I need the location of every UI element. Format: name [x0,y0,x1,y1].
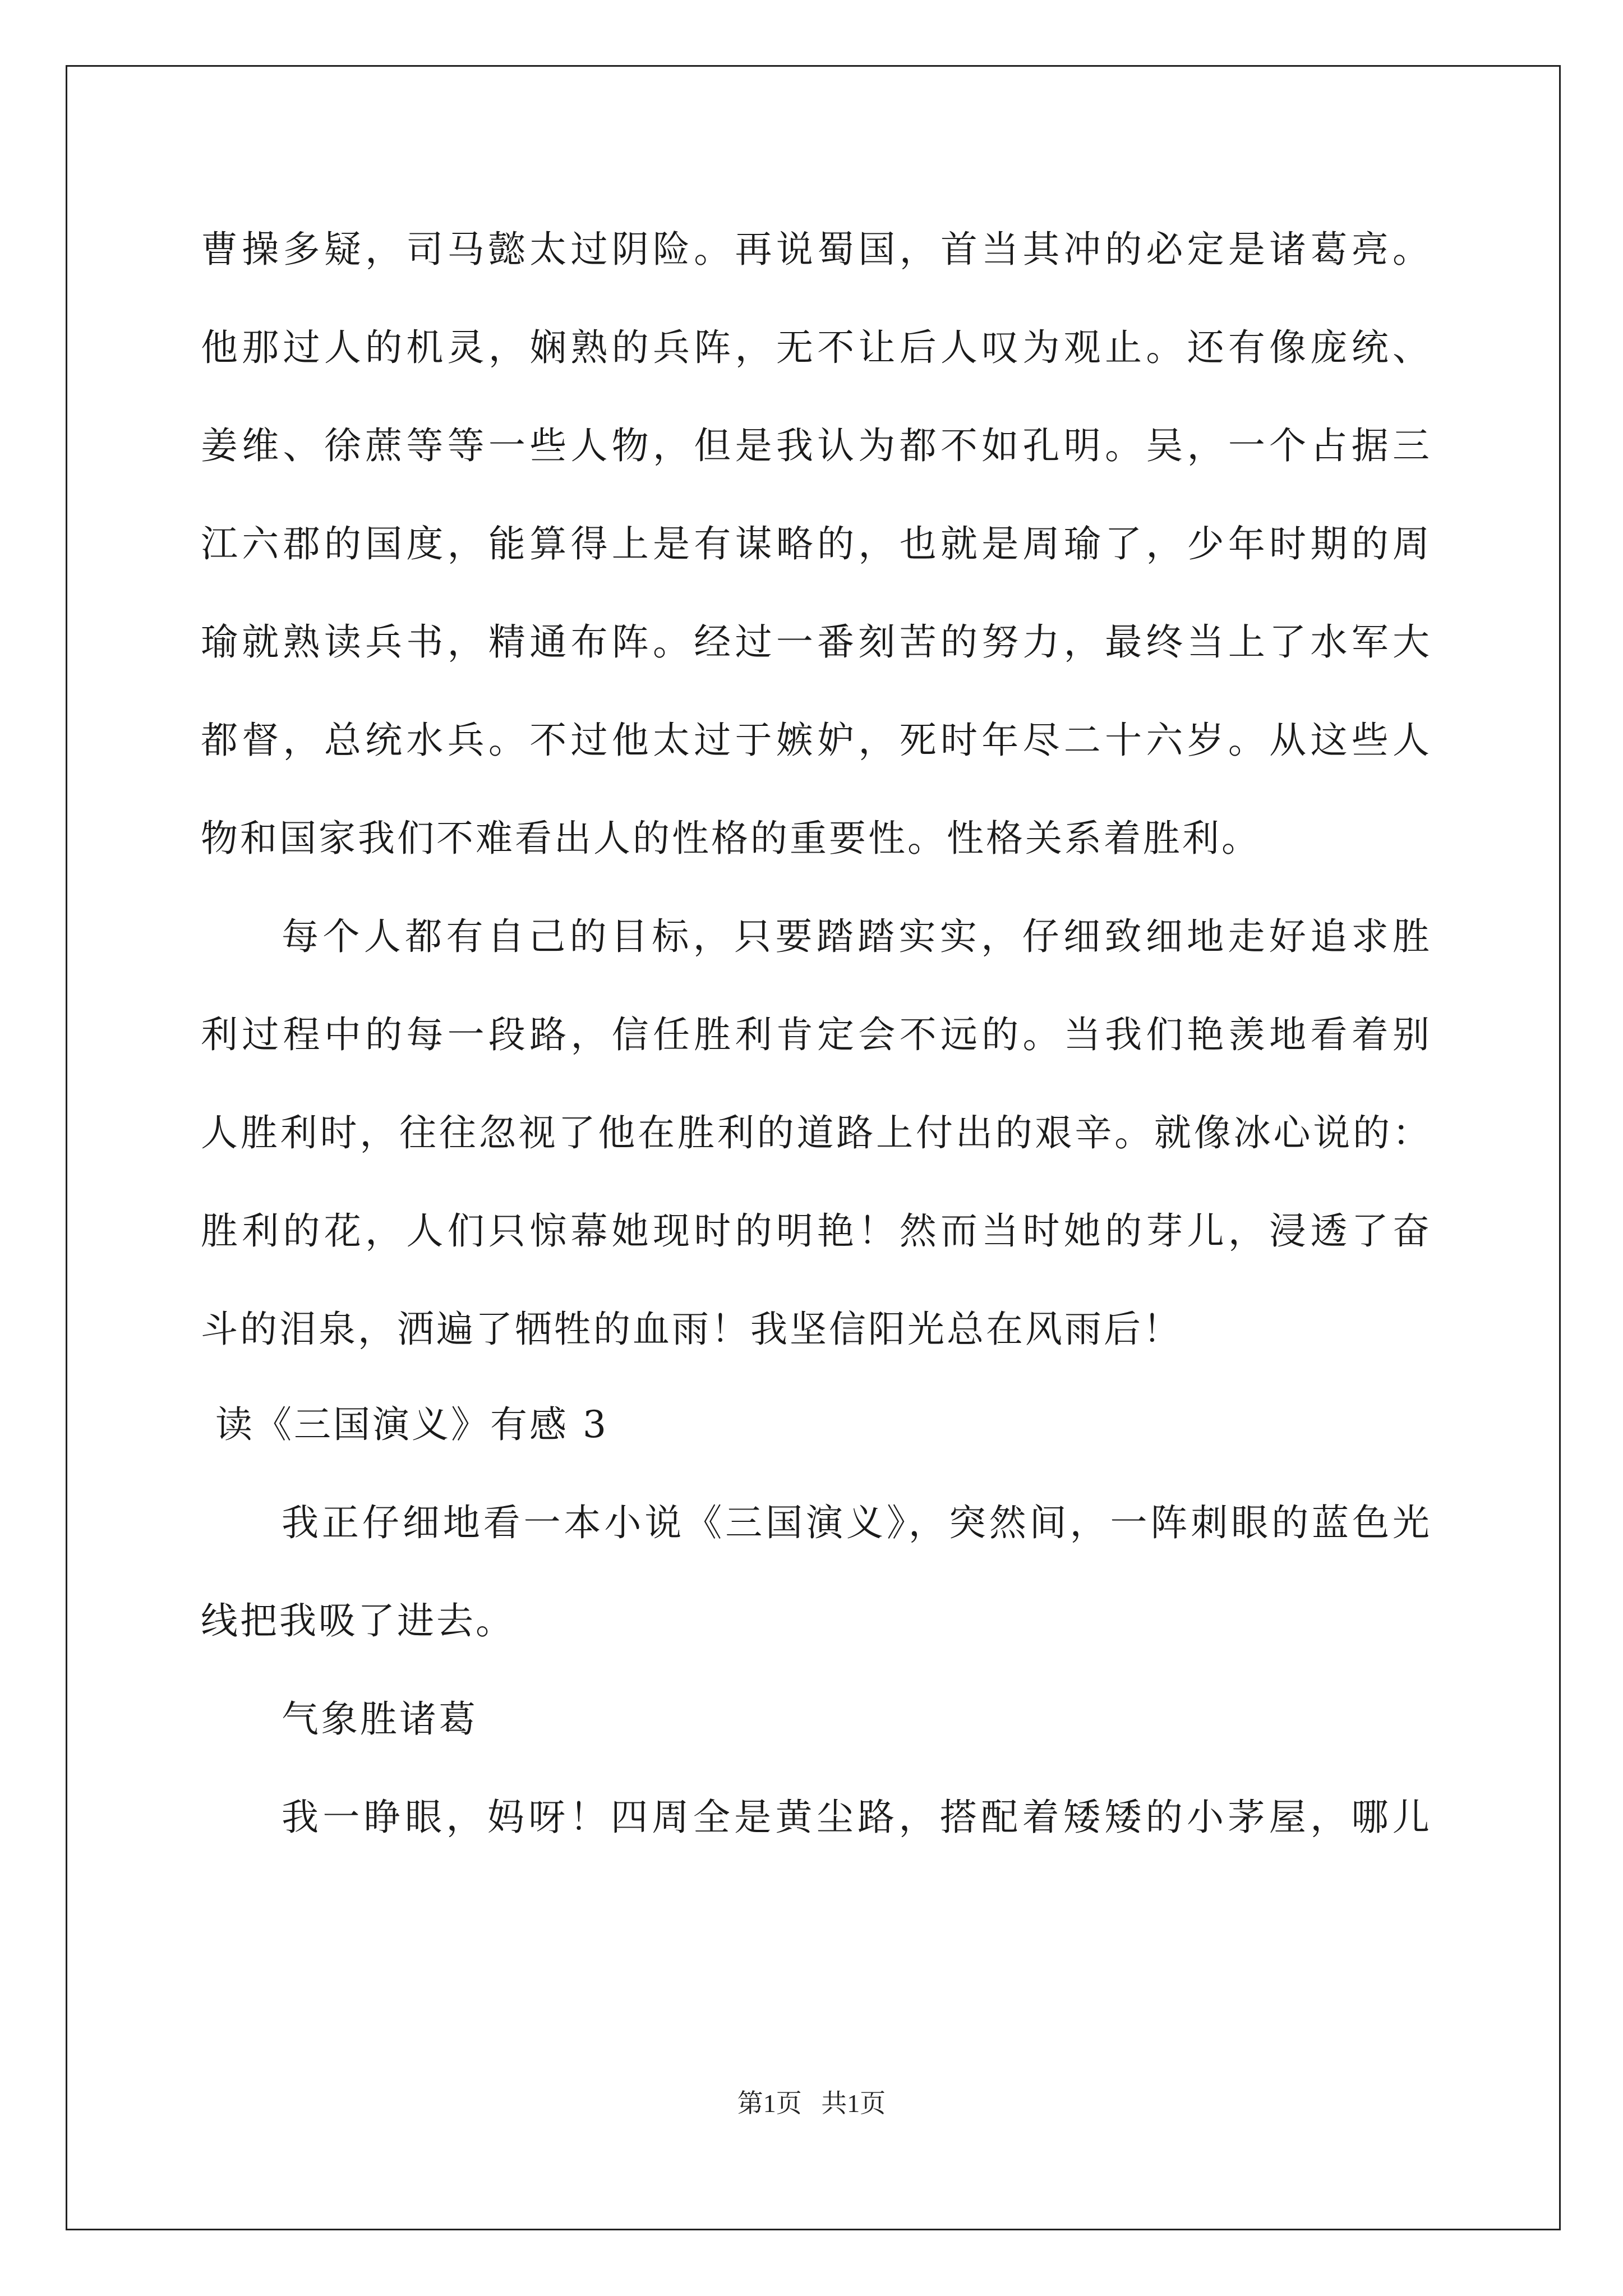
paragraph-line: 都督，总统水兵。不过他太过于嫉妒，死时年尽二十六岁。从这些人 [201,719,1432,762]
paragraph-line: 姜维、徐蔗等等一些人物，但是我认为都不如孔明。吴，一个占据三 [201,424,1432,467]
paragraph-line: 利过程中的每一段路，信任胜利肯定会不远的。当我们艳羡地看着别 [201,1013,1432,1056]
paragraph-line: 物和国家我们不难看出人的性格的重要性。性格关系着胜利。 [201,817,1261,860]
section-heading: 读《三国演义》有感 3 [215,1403,608,1446]
paragraph-line: 人胜利时，往往忽视了他在胜利的道路上付出的艰辛。就像冰心说的： [201,1111,1432,1154]
paragraph-line: 曹操多疑，司马懿太过阴险。再说蜀国，首当其冲的必定是诸葛亮。 [201,228,1432,271]
paragraph-line: 我一睁眼，妈呀！四周全是黄尘路，搭配着矮矮的小茅屋，哪儿 [282,1796,1432,1839]
paragraph-line: 他那过人的机灵，娴熟的兵阵，无不让后人叹为观止。还有像庞统、 [201,326,1432,369]
page-footer: 第1页 共1页 [737,2089,886,2118]
paragraph-line: 江六郡的国度，能算得上是有谋略的，也就是周瑜了，少年时期的周 [201,522,1432,565]
subheading: 气象胜诸葛 [282,1697,478,1741]
paragraph-line: 每个人都有自己的目标，只要踏踏实实，仔细致细地走好追求胜 [282,915,1432,958]
paragraph-line: 斗的泪泉，洒遍了牺牲的血雨！我坚信阳光总在风雨后！ [201,1308,1182,1351]
paragraph-line: 我正仔细地看一本小说《三国演义》，突然间，一阵刺眼的蓝色光 [282,1501,1432,1544]
paragraph-line: 线把我吸了进去。 [201,1599,515,1642]
paragraph-line: 瑜就熟读兵书，精通布阵。经过一番刻苦的努力，最终当上了水军大 [201,620,1432,664]
paragraph-line: 胜利的花，人们只惊幕她现时的明艳！然而当时她的芽儿，浸透了奋 [201,1209,1432,1253]
